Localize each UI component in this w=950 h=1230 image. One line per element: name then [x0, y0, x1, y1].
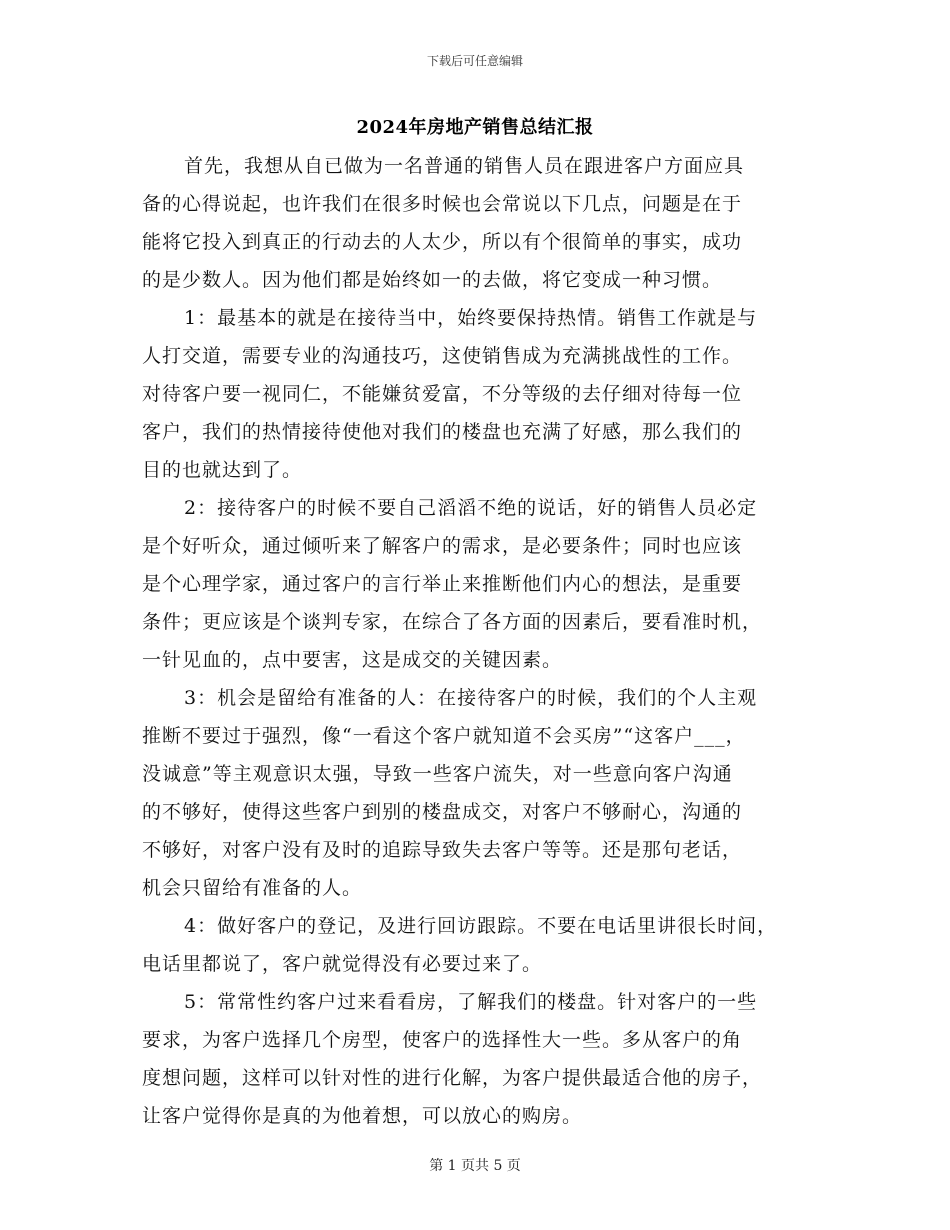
paragraph-point-4 — [142, 907, 812, 983]
text-line: 的不够好，使得这些客户到别的楼盘成交，对客户不够耐心，沟通的 — [142, 801, 743, 823]
text-line: 4：做好客户的登记，及进行回访跟踪。不要在电话里讲很长时间， — [184, 915, 778, 937]
text-line: 客户，我们的热情接待使他对我们的楼盘也充满了好感，那么我们的 — [142, 421, 743, 443]
page-number: 第 1 页共 5 页 — [429, 1158, 521, 1174]
text-line: 电话里都说了，客户就觉得没有必要过来了。 — [142, 953, 543, 975]
text-line: 人打交道，需要专业的沟通技巧，这使销售成为充满挑战性的工作。 — [142, 345, 743, 367]
text-line: 是个心理学家，通过客户的言行举止来推断他们内心的想法，是重要 — [142, 573, 743, 595]
text-line: 的是少数人。因为他们都是始终如一的去做，将它变成一种习惯。 — [142, 269, 723, 291]
text-line: 让客户觉得你是真的为他着想，可以放心的购房。 — [142, 1105, 583, 1127]
text-line: 没诚意”等主观意识太强，导致一些客户流失，对一些意向客户沟通 — [142, 763, 733, 785]
document-title: 2024年房地产销售总结汇报 — [356, 117, 594, 138]
text-line: 机会只留给有准备的人。 — [142, 877, 363, 899]
document-body — [142, 147, 812, 1135]
text-line: 5：常常性约客户过来看看房，了解我们的楼盘。针对客户的一些 — [184, 991, 758, 1013]
paragraph-point-3 — [142, 679, 812, 907]
text-line: 3：机会是留给有准备的人：在接待客户的时候，我们的个人主观 — [184, 687, 758, 709]
text-line: 2：接待客户的时候不要自己滔滔不绝的说话，好的销售人员必定 — [184, 497, 758, 519]
page-header: 下载后可任意编辑 — [426, 54, 523, 68]
text-line: 能将它投入到真正的行动去的人太少，所以有个很简单的事实，成功 — [142, 231, 743, 253]
text-line: 1：最基本的就是在接待当中，始终要保持热情。销售工作就是与 — [184, 307, 758, 329]
paragraph-point-1 — [142, 299, 812, 489]
text-line: 要求，为客户选择几个房型，使客户的选择性大一些。多从客户的角 — [142, 1029, 743, 1051]
paragraph-point-2 — [142, 489, 812, 679]
text-line: 一针见血的，点中要害，这是成交的关键因素。 — [142, 649, 563, 671]
text-line: 不够好，对客户没有及时的追踪导致失去客户等等。还是那句老话， — [142, 839, 743, 861]
text-line: 对待客户要一视同仁，不能嫌贫爱富，不分等级的去仔细对待每一位 — [142, 383, 743, 405]
text-line: 备的心得说起，也许我们在很多时候也会常说以下几点，问题是在于 — [142, 193, 743, 215]
text-line: 是个好听众，通过倾听来了解客户的需求，是必要条件；同时也应该 — [142, 535, 743, 557]
text-line: 目的也就达到了。 — [142, 459, 303, 481]
paragraph-intro — [142, 147, 812, 299]
text-line: 推断不要过于强烈，像“一看这个客户就知道不会买房”“这客户___， — [142, 725, 746, 747]
paragraph-point-5 — [142, 983, 812, 1135]
text-line: 条件；更应该是个谈判专家，在综合了各方面的因素后，要看准时机， — [142, 611, 763, 633]
text-line: 首先，我想从自已做为一名普通的销售人员在跟进客户方面应具 — [184, 155, 745, 177]
text-line: 度想问题，这样可以针对性的进行化解，为客户提供最适合他的房子， — [142, 1067, 763, 1089]
